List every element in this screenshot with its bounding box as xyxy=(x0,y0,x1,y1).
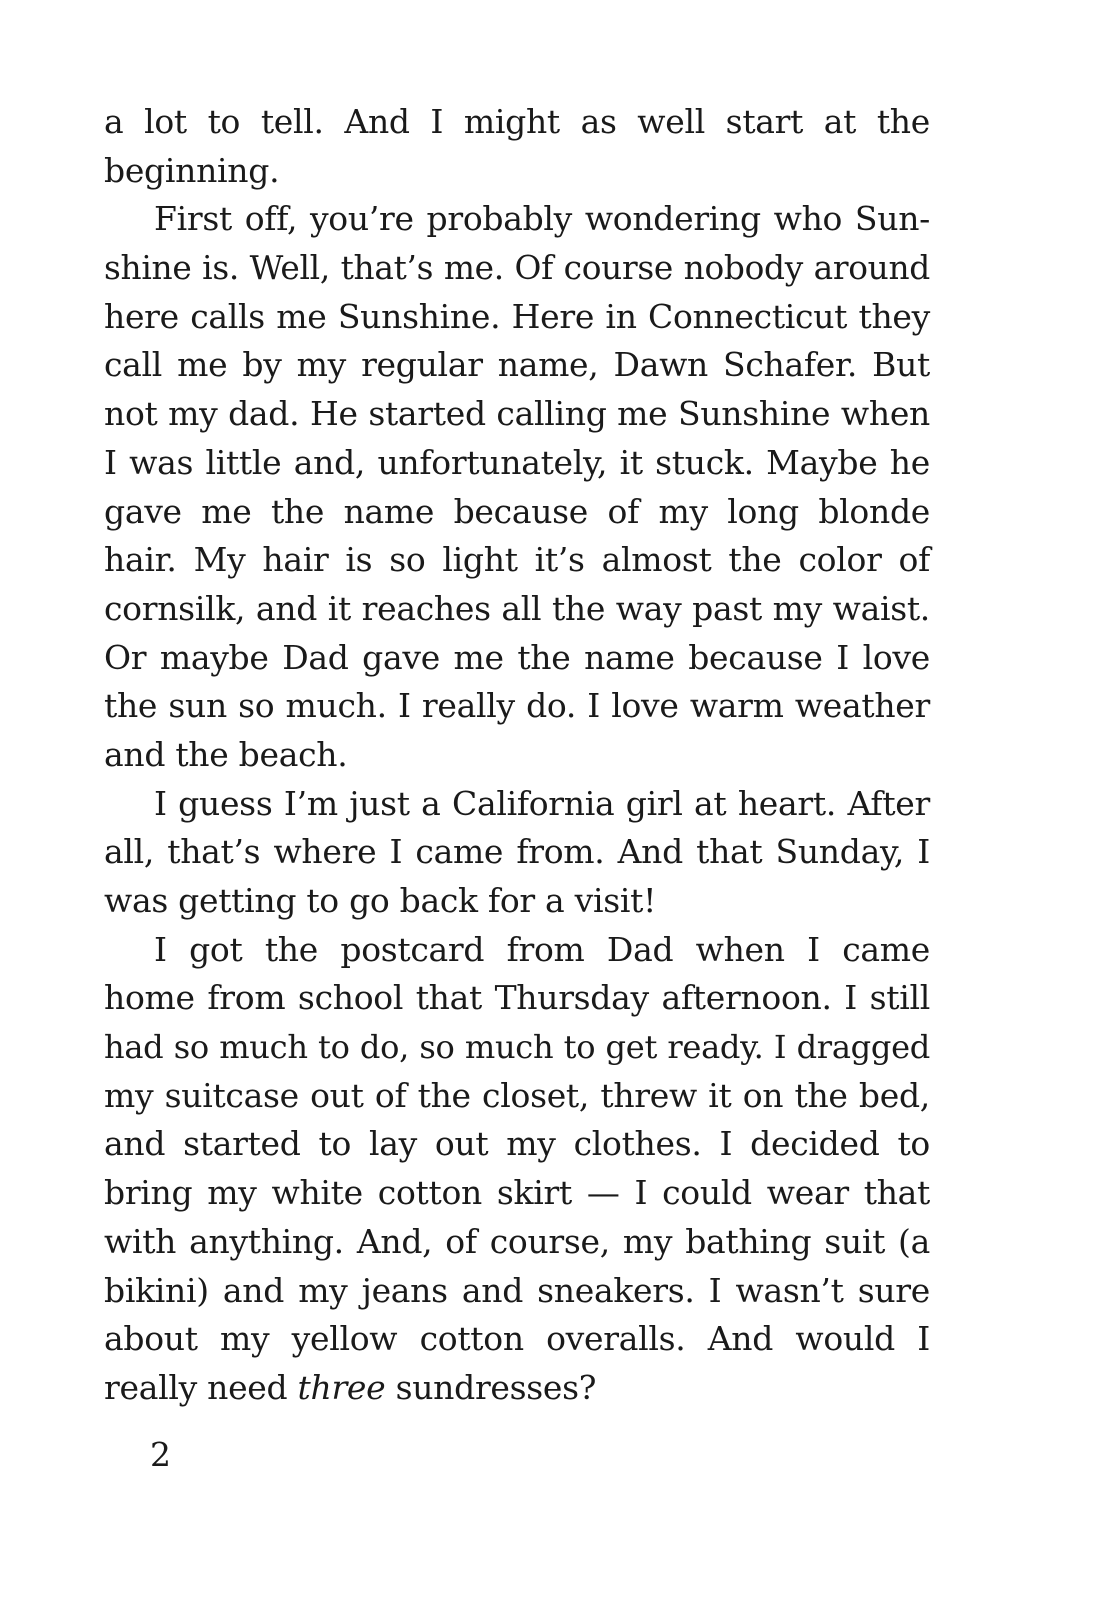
text-line: was getting to go back for a visit! xyxy=(104,881,657,920)
text-line: and started to lay out my clothes. I decided to xyxy=(104,1124,930,1164)
text-line: Or maybe Dad gave me the name because I love xyxy=(104,637,930,677)
text-line: not my dad. He started calling me Sunshine when xyxy=(104,394,930,434)
text-fragment: really need xyxy=(104,1367,298,1407)
text-line: I guess I’m just a California girl at heart. After xyxy=(154,783,930,823)
text-line: my suitcase out of the closet, threw it on the bed, xyxy=(104,1075,930,1115)
emphasized-word: three xyxy=(297,1367,386,1407)
text-line: had so much to do, so much to get ready. I dragged xyxy=(104,1028,930,1067)
text-line: the sun so much. I really do. I love warm weather xyxy=(104,686,930,726)
text-fragment: sundresses? xyxy=(385,1367,597,1407)
text-line xyxy=(104,1364,930,1413)
page-number: 2 xyxy=(150,1435,171,1474)
text-line: a lot to tell. And I might as well start at the xyxy=(104,102,930,141)
text-line: with anything. And, of course, my bathing suit (a xyxy=(104,1221,930,1261)
text-line: and the beach. xyxy=(104,734,348,774)
text-line: I got the postcard from Dad when I came xyxy=(154,929,930,969)
text-line: gave me the name because of my long blonde xyxy=(104,491,930,531)
text-line: all, that’s where I came from. And that Sunday, I xyxy=(104,832,930,872)
text-line: hair. My hair is so light it’s almost the color of xyxy=(104,540,930,580)
text-line: First off, you’re probably wondering who Sun- xyxy=(154,199,930,239)
body-text xyxy=(104,98,930,1413)
text-line: shine is. Well, that’s me. Of course nobody around xyxy=(104,249,930,288)
text-line: home from school that Thursday afternoon. I still xyxy=(104,978,930,1018)
text-line: bring my white cotton skirt — I could wear that xyxy=(104,1173,930,1213)
text-line: call me by my regular name, Dawn Schafer. But xyxy=(104,345,930,385)
text-line: I was little and, unfortunately, it stuck. Maybe he xyxy=(104,442,930,482)
text-line: about my yellow cotton overalls. And would I xyxy=(104,1319,930,1359)
text-line: bikini) and my jeans and sneakers. I wasn’t sure xyxy=(104,1270,930,1310)
text-line: cornsilk, and it reaches all the way past my waist. xyxy=(104,588,930,628)
text-line: beginning. xyxy=(104,150,280,190)
text-line: here calls me Sunshine. Here in Connecticut they xyxy=(104,296,930,336)
